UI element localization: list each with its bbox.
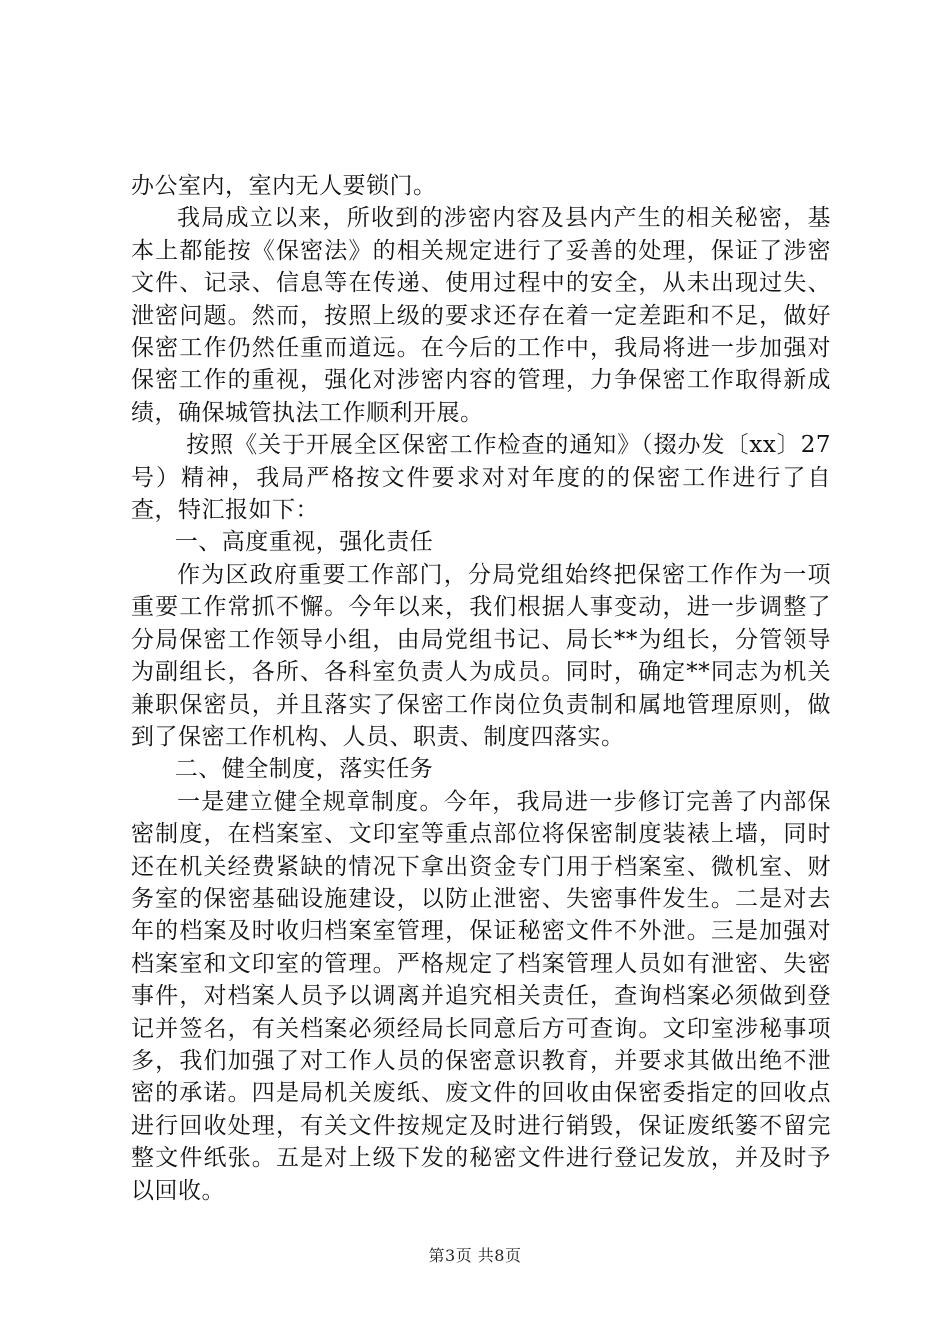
section-heading-1: 一、高度重视，强化责任 <box>174 529 434 556</box>
paragraph-intro: 按照《关于开展全区保密工作检查的通知》（掇办发〔xx〕27号）精神，我局严格按文件要求对对年度的的保密工作进行了自查，特汇报如下： <box>131 432 831 524</box>
section-heading-2: 二、健全制度，落实任务 <box>174 756 434 783</box>
paragraph-section-2: 一是建立健全规章制度。今年，我局进一步修订完善了内部保密制度，在档案室、文印室等重点部位将保密制度装裱上墙，同时还在机关经费紧缺的情况下拿出资金专门用于档案室、微机室、财务室的保密基础设施建设，以防止泄密、失密事件发生。二是对去年的档案及时收归档案室管理，保证秘密文件不外泄。三是加强对档案室和文印室的管理。严格规定了档案管理人员如有泄密、失密事件，对档案人员予以调离并追究相关责任，查询档案必须做到登记并签名，有关档案必须经局长同意后方可查询。文印室涉秘事项多，我们加强了对工作人员的保密意识教育，并要求其做出绝不泄密的承诺。四是局机关废纸、废文件的回收由保密委指定的回收点进行回收处理，有关文件按规定及时进行销毁，保证废纸篓不留完整文件纸张。五是对上级下发的秘密文件进行登记发放，并及时予以回收。 <box>131 788 831 1204</box>
paragraph-section-1: 作为区政府重要工作部门，分局党组始终把保密工作作为一项重要工作常抓不懈。今年以来，我们根据人事变动，进一步调整了分局保密工作领导小组，由局党组书记、局长**为组长，分管领导为副组长，各所、各科室负责人为成员。同时，确定**同志为机关兼职保密员，并且落实了保密工作岗位负责制和属地管理原则，做到了保密工作机构、人员、职责、制度四落实。 <box>131 561 831 750</box>
paragraph-continuation: 办公室内，室内无人要锁门。 <box>131 173 437 199</box>
document-body <box>131 170 831 1207</box>
paragraph-summary: 我局成立以来，所收到的涉密内容及县内产生的相关秘密，基本上都能按《保密法》的相关规定进行了妥善的处理，保证了涉密文件、记录、信息等在传递、使用过程中的安全，从未出现过失、泄密问题。然而，按照上级的要求还存在着一定差距和不足，做好保密工作仍然任重而道远。在今后的工作中，我局将进一步加强对保密工作的重视，强化对涉密内容的管理，力争保密工作取得新成绩，确保城管执法工作顺利开展。 <box>131 205 831 426</box>
page-footer: 第3页 共8页 <box>428 1246 522 1265</box>
